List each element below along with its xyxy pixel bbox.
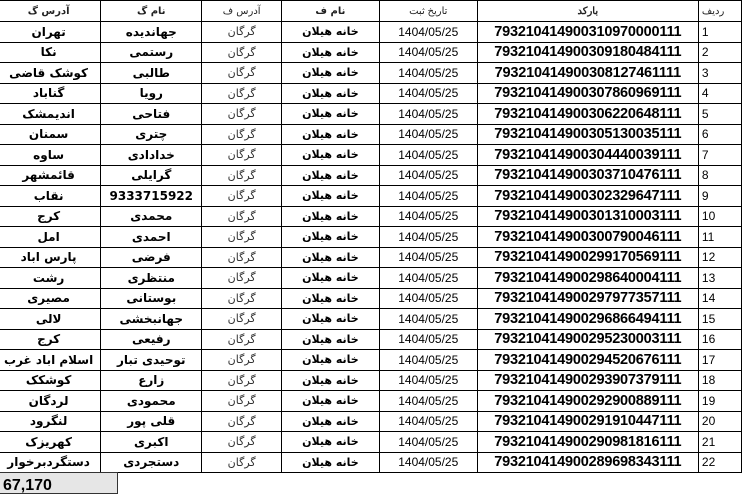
receiver-name-cell[interactable]: خدادادی xyxy=(101,145,202,166)
row-number-cell[interactable]: 5 xyxy=(698,104,741,125)
barcode-cell[interactable]: 793210414900295230003111 xyxy=(477,329,698,350)
table-row xyxy=(0,452,742,473)
row-number-cell[interactable]: 11 xyxy=(698,227,741,248)
receiver-name-cell[interactable]: 9333715922 xyxy=(101,186,202,207)
table-row xyxy=(0,104,742,125)
header-receiver-address[interactable]: آدرس گ xyxy=(0,1,101,22)
receiver-name-cell[interactable]: دستجردی xyxy=(101,452,202,473)
sender-name-cell[interactable]: خانه هیلان xyxy=(282,432,380,453)
sender-name-cell[interactable]: خانه هیلان xyxy=(282,63,380,84)
receiver-name-cell[interactable]: زارع xyxy=(101,370,202,391)
receiver-name-cell[interactable]: بوستانی xyxy=(101,288,202,309)
receiver-address-cell[interactable]: امل xyxy=(0,227,101,248)
header-row-number[interactable]: ردیف xyxy=(698,1,741,22)
sender-name-cell[interactable]: خانه هیلان xyxy=(282,104,380,125)
table-row xyxy=(0,350,742,371)
sender-address-cell[interactable]: گرگان xyxy=(202,370,282,391)
barcode-cell[interactable]: 793210414900298640004111 xyxy=(477,268,698,289)
sender-address-cell[interactable]: گرگان xyxy=(202,247,282,268)
barcode-cell[interactable]: 793210414900301310003111 xyxy=(477,206,698,227)
receiver-name-cell[interactable]: رفیعی xyxy=(101,329,202,350)
date-cell[interactable]: 1404/05/25 xyxy=(379,411,477,432)
row-number-cell[interactable]: 15 xyxy=(698,309,741,330)
sender-address-cell[interactable]: گرگان xyxy=(202,42,282,63)
barcode-cell[interactable]: 793210414900305130035111 xyxy=(477,124,698,145)
receiver-address-cell[interactable]: تهران xyxy=(0,22,101,43)
receiver-address-cell[interactable]: اسلام اباد غرب xyxy=(0,350,101,371)
receiver-name-cell[interactable]: احمدی xyxy=(101,227,202,248)
receiver-name-cell[interactable]: گرایلی xyxy=(101,165,202,186)
table-row xyxy=(0,309,742,330)
barcode-cell[interactable]: 793210414900308127461111 xyxy=(477,63,698,84)
sender-name-cell[interactable]: خانه هیلان xyxy=(282,124,380,145)
receiver-name-cell[interactable]: رستمی xyxy=(101,42,202,63)
receiver-address-cell[interactable]: کوشک قاضی xyxy=(0,63,101,84)
sender-address-cell[interactable]: گرگان xyxy=(202,329,282,350)
receiver-address-cell[interactable]: لالی xyxy=(0,309,101,330)
header-sender-address[interactable]: آدرس ف xyxy=(202,1,282,22)
barcode-cell[interactable]: 793210414900291910447111 xyxy=(477,411,698,432)
barcode-cell[interactable]: 793210414900296866494111 xyxy=(477,309,698,330)
date-cell[interactable]: 1404/05/25 xyxy=(379,124,477,145)
table-row xyxy=(0,22,742,43)
sender-address-cell[interactable]: گرگان xyxy=(202,83,282,104)
table-row xyxy=(0,165,742,186)
row-number-cell[interactable]: 2 xyxy=(698,42,741,63)
barcode-cell[interactable]: 793210414900300790046111 xyxy=(477,227,698,248)
barcode-cell[interactable]: 793210414900306220648111 xyxy=(477,104,698,125)
sender-address-cell[interactable]: گرگان xyxy=(202,350,282,371)
table-row xyxy=(0,288,742,309)
receiver-name-cell[interactable]: جهانبخشی xyxy=(101,309,202,330)
row-number-cell[interactable]: 13 xyxy=(698,268,741,289)
barcode-cell[interactable]: 793210414900310970000111 xyxy=(477,22,698,43)
sender-name-cell[interactable]: خانه هیلان xyxy=(282,165,380,186)
receiver-name-cell[interactable]: منتظری xyxy=(101,268,202,289)
receiver-address-cell[interactable]: مصیری xyxy=(0,288,101,309)
table-row xyxy=(0,227,742,248)
header-barcode[interactable]: بارکد xyxy=(477,1,698,22)
row-number-cell[interactable]: 8 xyxy=(698,165,741,186)
receiver-address-cell[interactable]: گناباد xyxy=(0,83,101,104)
row-number-cell[interactable]: 22 xyxy=(698,452,741,473)
sender-address-cell[interactable]: گرگان xyxy=(202,165,282,186)
receiver-name-cell[interactable]: فتاحی xyxy=(101,104,202,125)
sender-name-cell[interactable]: خانه هیلان xyxy=(282,42,380,63)
date-cell[interactable]: 1404/05/25 xyxy=(379,104,477,125)
table-header-row xyxy=(0,1,742,22)
date-cell[interactable]: 1404/05/25 xyxy=(379,145,477,166)
date-cell[interactable]: 1404/05/25 xyxy=(379,83,477,104)
sender-name-cell[interactable]: خانه هیلان xyxy=(282,186,380,207)
table-row xyxy=(0,370,742,391)
date-cell[interactable]: 1404/05/25 xyxy=(379,206,477,227)
barcode-cell[interactable]: 793210414900297977357111 xyxy=(477,288,698,309)
barcode-cell[interactable]: 793210414900309180484111 xyxy=(477,42,698,63)
table-row xyxy=(0,186,742,207)
table-row xyxy=(0,83,742,104)
date-cell[interactable]: 1404/05/25 xyxy=(379,432,477,453)
sender-name-cell[interactable]: خانه هیلان xyxy=(282,206,380,227)
date-cell[interactable]: 1404/05/25 xyxy=(379,42,477,63)
receiver-address-cell[interactable]: کوشکک xyxy=(0,370,101,391)
receiver-name-cell[interactable]: قلی پور xyxy=(101,411,202,432)
barcode-cell[interactable]: 793210414900303710476111 xyxy=(477,165,698,186)
receiver-address-cell[interactable]: ساوه xyxy=(0,145,101,166)
sender-address-cell[interactable]: گرگان xyxy=(202,411,282,432)
receiver-address-cell[interactable]: قائمشهر xyxy=(0,165,101,186)
date-cell[interactable]: 1404/05/25 xyxy=(379,227,477,248)
receiver-address-cell[interactable]: سمنان xyxy=(0,124,101,145)
date-cell[interactable]: 1404/05/25 xyxy=(379,309,477,330)
sender-name-cell[interactable]: خانه هیلان xyxy=(282,350,380,371)
row-number-cell[interactable]: 3 xyxy=(698,63,741,84)
barcode-cell[interactable]: 793210414900290981816111 xyxy=(477,432,698,453)
barcode-cell[interactable]: 793210414900289698343111 xyxy=(477,452,698,473)
table-row xyxy=(0,145,742,166)
sender-address-cell[interactable]: گرگان xyxy=(202,124,282,145)
sender-name-cell[interactable]: خانه هیلان xyxy=(282,329,380,350)
date-cell[interactable]: 1404/05/25 xyxy=(379,452,477,473)
receiver-name-cell[interactable]: چتری xyxy=(101,124,202,145)
receiver-name-cell[interactable]: اکبری xyxy=(101,432,202,453)
barcode-cell[interactable]: 793210414900304440039111 xyxy=(477,145,698,166)
sender-address-cell[interactable]: گرگان xyxy=(202,104,282,125)
receiver-name-cell[interactable]: محمدی xyxy=(101,206,202,227)
table-row xyxy=(0,63,742,84)
sender-address-cell[interactable]: گرگان xyxy=(202,309,282,330)
row-number-cell[interactable]: 1 xyxy=(698,22,741,43)
sender-address-cell[interactable]: گرگان xyxy=(202,391,282,412)
sender-address-cell[interactable]: گرگان xyxy=(202,206,282,227)
receiver-name-cell[interactable]: جهاندیده xyxy=(101,22,202,43)
row-number-cell[interactable]: 21 xyxy=(698,432,741,453)
sender-name-cell[interactable]: خانه هیلان xyxy=(282,227,380,248)
sender-name-cell[interactable]: خانه هیلان xyxy=(282,452,380,473)
receiver-address-cell[interactable]: دستگردبرخوار xyxy=(0,452,101,473)
date-cell[interactable]: 1404/05/25 xyxy=(379,247,477,268)
barcode-cell[interactable]: 793210414900294520676111 xyxy=(477,350,698,371)
date-cell[interactable]: 1404/05/25 xyxy=(379,165,477,186)
receiver-address-cell[interactable]: کهریزک xyxy=(0,432,101,453)
sender-address-cell[interactable]: گرگان xyxy=(202,452,282,473)
date-cell[interactable]: 1404/05/25 xyxy=(379,329,477,350)
table-row xyxy=(0,411,742,432)
date-cell[interactable]: 1404/05/25 xyxy=(379,186,477,207)
receiver-address-cell[interactable]: نقاب xyxy=(0,186,101,207)
header-receiver-name[interactable]: نام گ xyxy=(101,1,202,22)
table-row xyxy=(0,206,742,227)
sender-name-cell[interactable]: خانه هیلان xyxy=(282,83,380,104)
row-number-cell[interactable]: 7 xyxy=(698,145,741,166)
row-number-cell[interactable]: 16 xyxy=(698,329,741,350)
row-number-cell[interactable]: 12 xyxy=(698,247,741,268)
receiver-address-cell[interactable]: رشت xyxy=(0,268,101,289)
barcode-cell[interactable]: 793210414900302329647111 xyxy=(477,186,698,207)
barcode-cell[interactable]: 793210414900299170569111 xyxy=(477,247,698,268)
sender-name-cell[interactable]: خانه هیلان xyxy=(282,22,380,43)
receiver-name-cell[interactable]: توحیدی تبار xyxy=(101,350,202,371)
total-cell[interactable]: 67,170 xyxy=(0,472,118,494)
sender-address-cell[interactable]: گرگان xyxy=(202,145,282,166)
sender-name-cell[interactable]: خانه هیلان xyxy=(282,391,380,412)
table-row xyxy=(0,42,742,63)
barcode-cell[interactable]: 793210414900307860969111 xyxy=(477,83,698,104)
barcode-cell[interactable]: 793210414900292900889111 xyxy=(477,391,698,412)
date-cell[interactable]: 1404/05/25 xyxy=(379,22,477,43)
receiver-name-cell[interactable]: طالبی xyxy=(101,63,202,84)
receiver-name-cell[interactable]: محمودی xyxy=(101,391,202,412)
sender-name-cell[interactable]: خانه هیلان xyxy=(282,309,380,330)
header-sender-name[interactable]: نام ف xyxy=(282,1,380,22)
sender-address-cell[interactable]: گرگان xyxy=(202,63,282,84)
table-row xyxy=(0,391,742,412)
date-cell[interactable]: 1404/05/25 xyxy=(379,288,477,309)
row-number-cell[interactable]: 17 xyxy=(698,350,741,371)
date-cell[interactable]: 1404/05/25 xyxy=(379,370,477,391)
table-row xyxy=(0,124,742,145)
receiver-name-cell[interactable]: رویا xyxy=(101,83,202,104)
row-number-cell[interactable]: 19 xyxy=(698,391,741,412)
date-cell[interactable]: 1404/05/25 xyxy=(379,63,477,84)
sender-address-cell[interactable]: گرگان xyxy=(202,268,282,289)
row-number-cell[interactable]: 10 xyxy=(698,206,741,227)
row-number-cell[interactable]: 20 xyxy=(698,411,741,432)
date-cell[interactable]: 1404/05/25 xyxy=(379,391,477,412)
row-number-cell[interactable]: 9 xyxy=(698,186,741,207)
sender-name-cell[interactable]: خانه هیلان xyxy=(282,370,380,391)
receiver-address-cell[interactable]: لنگرود xyxy=(0,411,101,432)
row-number-cell[interactable]: 6 xyxy=(698,124,741,145)
row-number-cell[interactable]: 18 xyxy=(698,370,741,391)
row-number-cell[interactable]: 4 xyxy=(698,83,741,104)
table-row xyxy=(0,432,742,453)
receiver-address-cell[interactable]: کرج xyxy=(0,329,101,350)
date-cell[interactable]: 1404/05/25 xyxy=(379,350,477,371)
receiver-address-cell[interactable]: پارس اباد xyxy=(0,247,101,268)
sender-address-cell[interactable]: گرگان xyxy=(202,288,282,309)
table-row xyxy=(0,268,742,289)
sender-address-cell[interactable]: گرگان xyxy=(202,227,282,248)
barcode-cell[interactable]: 793210414900293907379111 xyxy=(477,370,698,391)
sender-name-cell[interactable]: خانه هیلان xyxy=(282,268,380,289)
row-number-cell[interactable]: 14 xyxy=(698,288,741,309)
date-cell[interactable]: 1404/05/25 xyxy=(379,268,477,289)
table-row xyxy=(0,329,742,350)
sender-name-cell[interactable]: خانه هیلان xyxy=(282,288,380,309)
sender-name-cell[interactable]: خانه هیلان xyxy=(282,145,380,166)
receiver-name-cell[interactable]: فرضی xyxy=(101,247,202,268)
table-row xyxy=(0,247,742,268)
sender-name-cell[interactable]: خانه هیلان xyxy=(282,411,380,432)
receiver-address-cell[interactable]: نکا xyxy=(0,42,101,63)
receiver-address-cell[interactable]: اندیمشک xyxy=(0,104,101,125)
receiver-address-cell[interactable]: کرج xyxy=(0,206,101,227)
sender-address-cell[interactable]: گرگان xyxy=(202,186,282,207)
sender-name-cell[interactable]: خانه هیلان xyxy=(282,247,380,268)
receiver-address-cell[interactable]: لردگان xyxy=(0,391,101,412)
sender-address-cell[interactable]: گرگان xyxy=(202,22,282,43)
header-date[interactable]: تاریخ ثبت xyxy=(379,1,477,22)
sender-address-cell[interactable]: گرگان xyxy=(202,432,282,453)
